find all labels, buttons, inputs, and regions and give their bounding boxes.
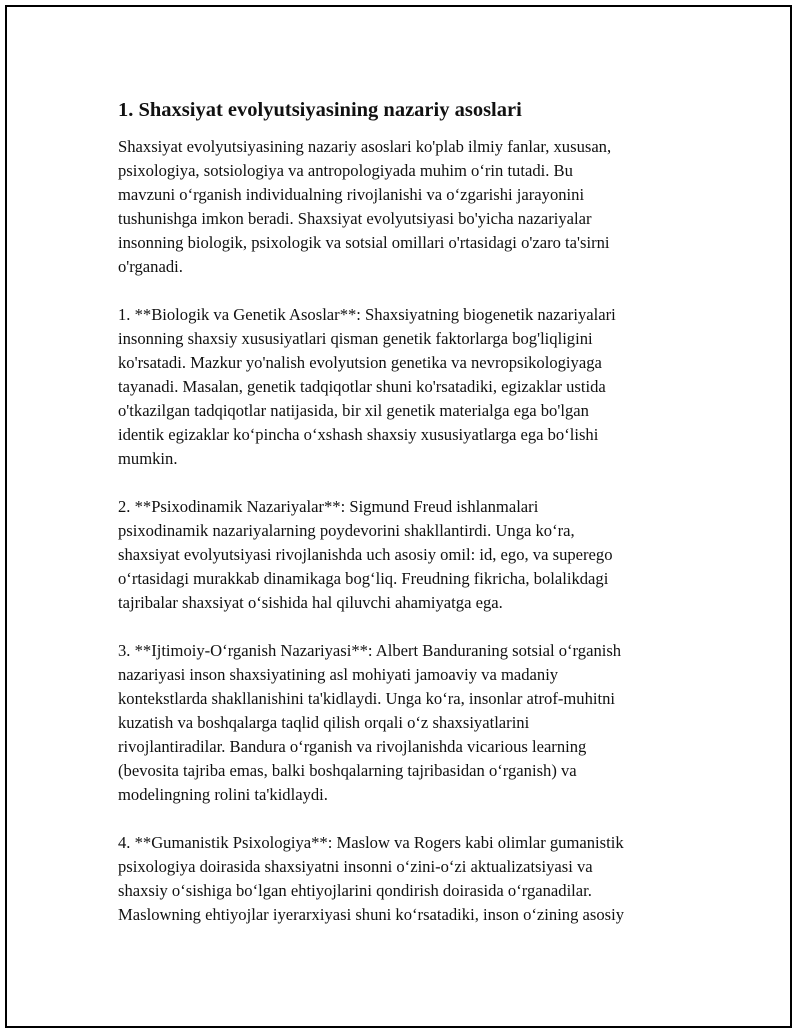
text-line: Shaxsiyat evolyutsiyasining nazariy asoslari ko'plab ilmiy fanlar, xususan, — [118, 137, 612, 156]
paragraph-intro — [118, 135, 688, 279]
text-line: kuzatish va boshqalarga taqlid qilish orqali oʻz shaxsiyatlarini — [118, 713, 530, 732]
text-line: mumkin. — [118, 449, 178, 468]
text-line: psixologiya doirasida shaxsiyatni insonni oʻzini-oʻzi aktualizatsiyasi va — [118, 857, 593, 876]
text-line: shaxsiyat evolyutsiyasi rivojlanishda uch asosiy omil: id, ego, va superego — [118, 545, 613, 564]
text-line: tushunishga imkon beradi. Shaxsiyat evolyutsiyasi bo'yicha nazariyalar — [118, 209, 592, 228]
text-line: 1. **Biologik va Genetik Asoslar**: Shaxsiyatning biogenetik nazariyalari — [118, 305, 616, 324]
text-line: rivojlantiradilar. Bandura oʻrganish va rivojlanishda vicarious learning — [118, 737, 587, 756]
text-line: mavzuni oʻrganish individualning rivojlanishi va oʻzgarishi jarayonini — [118, 185, 585, 204]
text-line: kontekstlarda shakllanishini ta'kidlaydi. Unga koʻra, insonlar atrof-muhitni — [118, 689, 616, 708]
text-line: insonning shaxsiy xususiyatlari qisman genetik faktorlarga bog'liqligini — [118, 329, 593, 348]
text-line: identik egizaklar koʻpincha oʻxshash shaxsiy xususiyatlarga ega boʻlishi — [118, 425, 599, 444]
text-line: (bevosita tajriba emas, balki boshqalarning tajribasidan oʻrganish) va — [118, 761, 577, 780]
text-line: 2. **Psixodinamik Nazariyalar**: Sigmund Freud ishlanmalari — [118, 497, 539, 516]
text-line: ko'rsatadi. Mazkur yo'nalish evolyutsion genetika va nevropsikologiyaga — [118, 353, 602, 372]
document-page — [5, 5, 792, 1028]
text-line: psixodinamik nazariyalarning poydevorini shakllantirdi. Unga koʻra, — [118, 521, 575, 540]
text-line: 3. **Ijtimoiy-Oʻrganish Nazariyasi**: Albert Banduraning sotsial oʻrganish — [118, 641, 622, 660]
paragraph-biological — [118, 303, 688, 471]
text-line: insonning biologik, psixologik va sotsial omillari o'rtasidagi o'zaro ta'sirni — [118, 233, 610, 252]
document-body — [118, 97, 688, 951]
text-line: o'rganadi. — [118, 257, 183, 276]
text-line: o'tkazilgan tadqiqotlar natijasida, bir xil genetik materialga ega bo'lgan — [118, 401, 589, 420]
text-line: tayanadi. Masalan, genetik tadqiqotlar shuni ko'rsatadiki, egizaklar ustida — [118, 377, 606, 396]
paragraph-humanistic — [118, 831, 688, 927]
text-line: modelingning rolini ta'kidlaydi. — [118, 785, 328, 804]
document-title: 1. Shaxsiyat evolyutsiyasining nazariy asoslari — [118, 99, 522, 121]
paragraph-social-learning — [118, 639, 688, 807]
text-line: 4. **Gumanistik Psixologiya**: Maslow va Rogers kabi olimlar gumanistik — [118, 833, 624, 852]
text-line: tajribalar shaxsiyat oʻsishida hal qiluvchi ahamiyatga ega. — [118, 593, 503, 612]
text-line: shaxsiy oʻsishiga boʻlgan ehtiyojlarini qondirish doirasida oʻrganadilar. — [118, 881, 592, 900]
text-line: psixologiya, sotsiologiya va antropologiyada muhim oʻrin tutadi. Bu — [118, 161, 573, 180]
paragraph-psychodynamic — [118, 495, 688, 615]
text-line: nazariyasi inson shaxsiyatining asl mohiyati jamoaviy va madaniy — [118, 665, 559, 684]
text-line: Maslowning ehtiyojlar iyerarxiyasi shuni koʻrsatadiki, inson oʻzining asosiy — [118, 905, 625, 924]
text-line: oʻrtasidagi murakkab dinamikaga bogʻliq. Freudning fikricha, bolalikdagi — [118, 569, 609, 588]
